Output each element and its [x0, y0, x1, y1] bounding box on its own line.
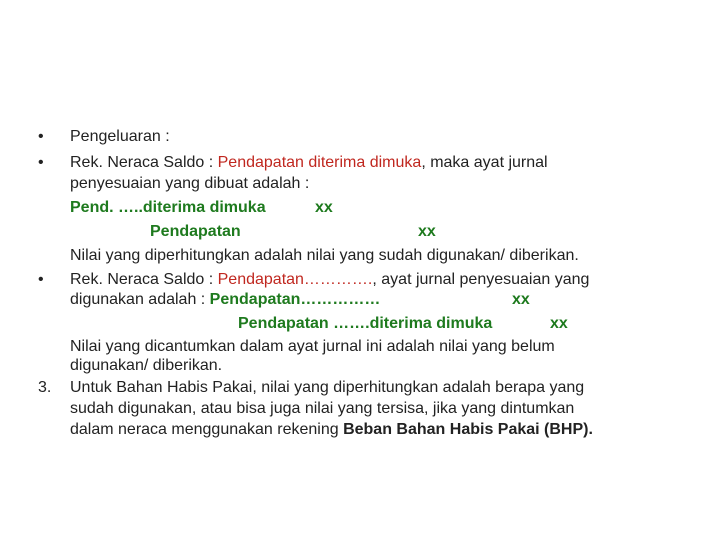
- bullet-marker: •: [38, 154, 44, 171]
- item3-highlight: Pendapatan………….: [217, 271, 373, 288]
- item3-prefix: Rek. Neraca Saldo :: [70, 271, 218, 288]
- bullet-marker: •: [38, 271, 44, 288]
- item2-entry-debit-amount: xx: [315, 199, 333, 216]
- item4-line3-bold: Beban Bahan Habis Pakai (BHP).: [343, 421, 593, 438]
- item2-entry-credit: Pendapatan: [150, 223, 241, 240]
- item3-entry-debit: Pendapatan……………: [209, 291, 381, 308]
- item2-note: Nilai yang diperhitungkan adalah nilai yang sudah digunakan/ diberikan.: [70, 247, 579, 264]
- item4-line1: Untuk Bahan Habis Pakai, nilai yang diperhitungkan adalah berapa yang: [70, 379, 585, 396]
- item4-line3: [70, 420, 593, 440]
- item3-entry-debit-amount: xx: [512, 291, 530, 308]
- item3-note-line1: Nilai yang dicantumkan dalam ayat jurnal ini adalah nilai yang belum: [70, 338, 555, 355]
- item3-entry-credit: Pendapatan …….diterima dimuka: [238, 315, 493, 332]
- item-pengeluaran: Pengeluaran :: [70, 128, 170, 145]
- item3-suffix: , ayat jurnal penyesuaian yang: [372, 271, 590, 288]
- item2-line2: penyesuaian yang dibuat adalah :: [70, 175, 310, 192]
- item2-prefix: Rek. Neraca Saldo :: [70, 154, 218, 171]
- item3-line2: [70, 290, 380, 310]
- item3-line1: [70, 270, 589, 290]
- item3-note-line2: digunakan/ diberikan.: [70, 357, 223, 374]
- item2-highlight: Pendapatan diterima dimuka: [217, 154, 422, 171]
- item4-line3-prefix: dalam neraca menggunakan rekening: [70, 421, 344, 438]
- item3-line2-prefix: digunakan adalah :: [70, 291, 210, 308]
- item4-line2: sudah digunakan, atau bisa juga nilai yang tersisa, jika yang dintumkan: [70, 400, 575, 417]
- item2-suffix: , maka ayat jurnal: [421, 154, 548, 171]
- item2-entry-debit: Pend. …..diterima dimuka: [70, 199, 266, 216]
- item2-entry-credit-amount: xx: [418, 223, 436, 240]
- bullet-marker: •: [38, 128, 44, 145]
- item2-line1: [70, 153, 548, 173]
- numbered-marker: 3.: [38, 379, 52, 396]
- item3-entry-credit-amount: xx: [550, 315, 568, 332]
